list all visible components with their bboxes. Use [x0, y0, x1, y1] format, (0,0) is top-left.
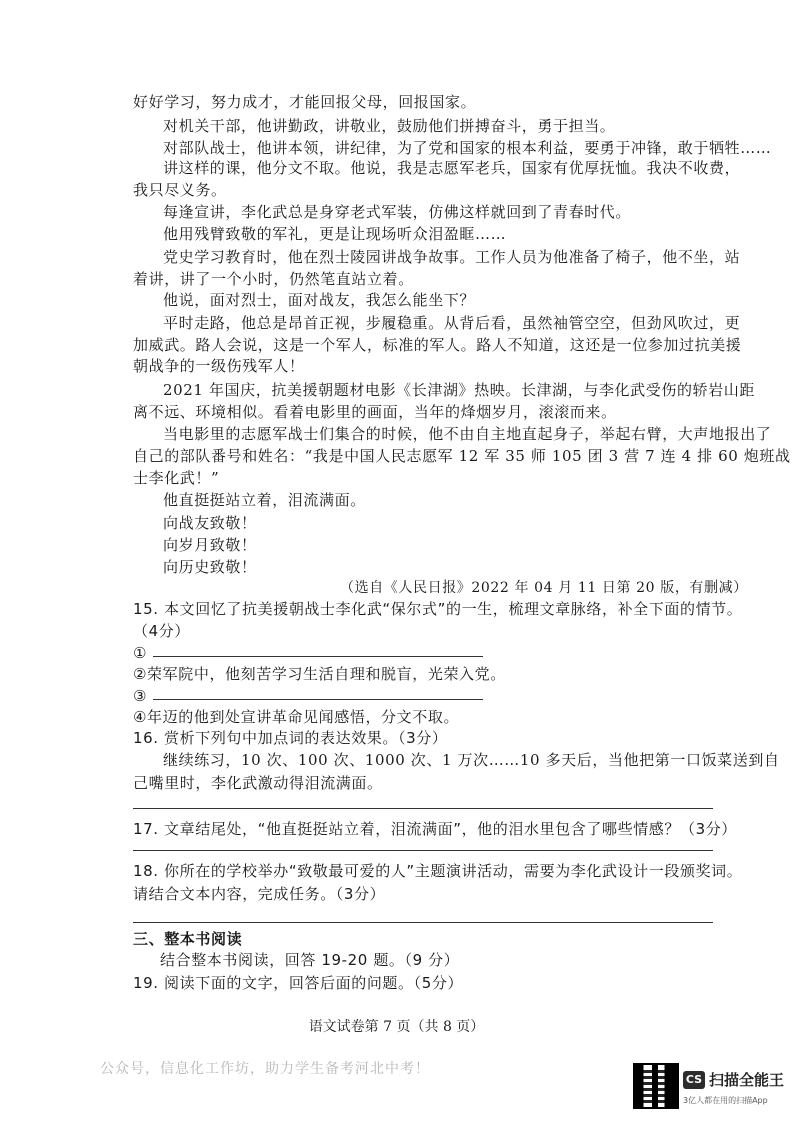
passage-source: （选自《人民日报》2022 年 04 月 11 日第 20 版，有删减）: [340, 580, 748, 596]
answer-line[interactable]: [153, 699, 483, 700]
question-18-line-1: 18. 你所在的学校举办“致敬最可爱的人”主题演讲活动，需要为李化武设计一段颁奖词。: [133, 862, 743, 880]
passage-line-14: 2021 年国庆，抗美援朝题材电影《长津湖》热映。长津湖，与李化武受伤的轿岩山距: [163, 381, 755, 399]
passage-line-17: 自己的部队番号和姓名：“我是中国人民志愿军 12 军 35 师 105 团 3 营 7 连 4 排 60 炮班战: [133, 447, 791, 465]
passage-line-3: 对部队战士，他讲本领，讲纪律，为了党和国家的根本利益，要勇于冲锋，敢于牺牲……: [163, 139, 772, 157]
passage-line-4: 讲这样的课，他分文不取。他说，我是志愿军老兵，国家有优厚抚恤。我决不收费，: [163, 159, 741, 177]
q15-item-2: ②荣军院中，他刻苦学习生活自理和脱盲，光荣入党。: [133, 665, 506, 683]
passage-line-20: 向战友致敬！: [163, 514, 257, 532]
passage-line-11: 平时走路，他总是昂首正视，步履稳重。从背后看，虽然袖管空空，但劲风吹过，更: [163, 314, 741, 332]
answer-line[interactable]: [133, 808, 713, 809]
passage-line-21: 向岁月致敬！: [163, 536, 257, 554]
q16-quote-line-1: 继续练习，10 次、100 次、1000 次、1 万次……10 多天后，当他把第一口饭菜送到自: [163, 751, 780, 769]
passage-line-7: 他用残臂致敬的军礼，更是让现场听众泪盈眶……: [163, 225, 507, 243]
camscanner-logo-icon: CS: [683, 1071, 705, 1089]
answer-line[interactable]: [153, 656, 483, 657]
question-16: 16. 赏析下列句中加点词的表达效果。（3分）: [133, 729, 448, 747]
question-15: 15. 本文回忆了抗美援朝战士李化武“保尔式”的一生，梳理文章脉络，补全下面的情节。: [133, 600, 743, 618]
answer-line[interactable]: [133, 850, 713, 851]
passage-line-2: 对机关干部，他讲勤政，讲敬业，鼓励他们拼搏奋斗，勇于担当。: [163, 117, 616, 135]
answer-line[interactable]: [133, 922, 713, 923]
question-17: 17. 文章结尾处，“他直挺挺站立着，泪流满面”，他的泪水里包含了哪些情感？（3分）: [133, 820, 737, 838]
q15-item-4: ④年迈的他到处宣讲革命见闻感悟，分文不取。: [133, 708, 460, 726]
passage-line-1: 好好学习，努力成才，才能回报父母，回报国家。: [133, 93, 477, 111]
passage-line-6: 每逢宣讲，李化武总是身穿老式军装，仿佛这样就回到了青春时代。: [163, 203, 632, 221]
passage-line-10: 他说，面对烈士，面对战友，我怎么能坐下？: [163, 291, 476, 309]
qr-code-icon: [633, 1063, 679, 1109]
passage-line-19: 他直挺挺站立着，泪流满面。: [163, 491, 366, 509]
section-3-description: 结合整本书阅读，回答 19-20 题。（9 分）: [160, 951, 460, 969]
question-19: 19. 阅读下面的文字，回答后面的问题。（5分）: [133, 974, 464, 992]
question-18-line-2: 请结合文本内容，完成任务。（3分）: [133, 885, 386, 903]
passage-line-13: 朝战争的一级伤残军人！: [133, 357, 305, 375]
q16-quote-line-2: 己嘴里时，李化武激动得泪流满面。: [133, 774, 383, 792]
q15-item-3: ③: [133, 687, 148, 705]
section-3-heading: 三、整本书阅读: [133, 930, 243, 948]
passage-line-9: 着讲，讲了一个小时，仍然笔直站立着。: [133, 270, 414, 288]
passage-line-5: 我只尽义务。: [133, 181, 227, 199]
question-15-score: （4分）: [133, 622, 190, 640]
passage-line-18: 士李化武！”: [133, 469, 220, 487]
passage-line-22: 向历史致敬！: [163, 558, 257, 576]
passage-line-12: 加威武。路人会说，这是一个军人，标准的军人。路人不知道，这还是一位参加过抗美援: [133, 336, 742, 354]
page-number: 语文试卷第 7 页（共 8 页）: [308, 1019, 485, 1035]
camscanner-tagline: 3亿人都在用的扫描App: [683, 1096, 768, 1105]
watermark-text: 公众号，信息化工作坊，助力学生备考河北中考！: [100, 1061, 430, 1077]
passage-line-16: 当电影里的志愿军战士们集合的时候，他不由自主地直起身子，举起右臂，大声地报出了: [163, 425, 772, 443]
camscanner-app-name: 扫描全能王: [709, 1071, 785, 1089]
passage-line-8: 党史学习教育时，他在烈士陵园讲战争故事。工作人员为他准备了椅子，他不坐，站: [163, 248, 741, 266]
q15-item-1: ①: [133, 644, 148, 662]
passage-line-15: 离不远、环境相似。看着电影里的画面，当年的烽烟岁月，滚滚而来。: [133, 403, 617, 421]
